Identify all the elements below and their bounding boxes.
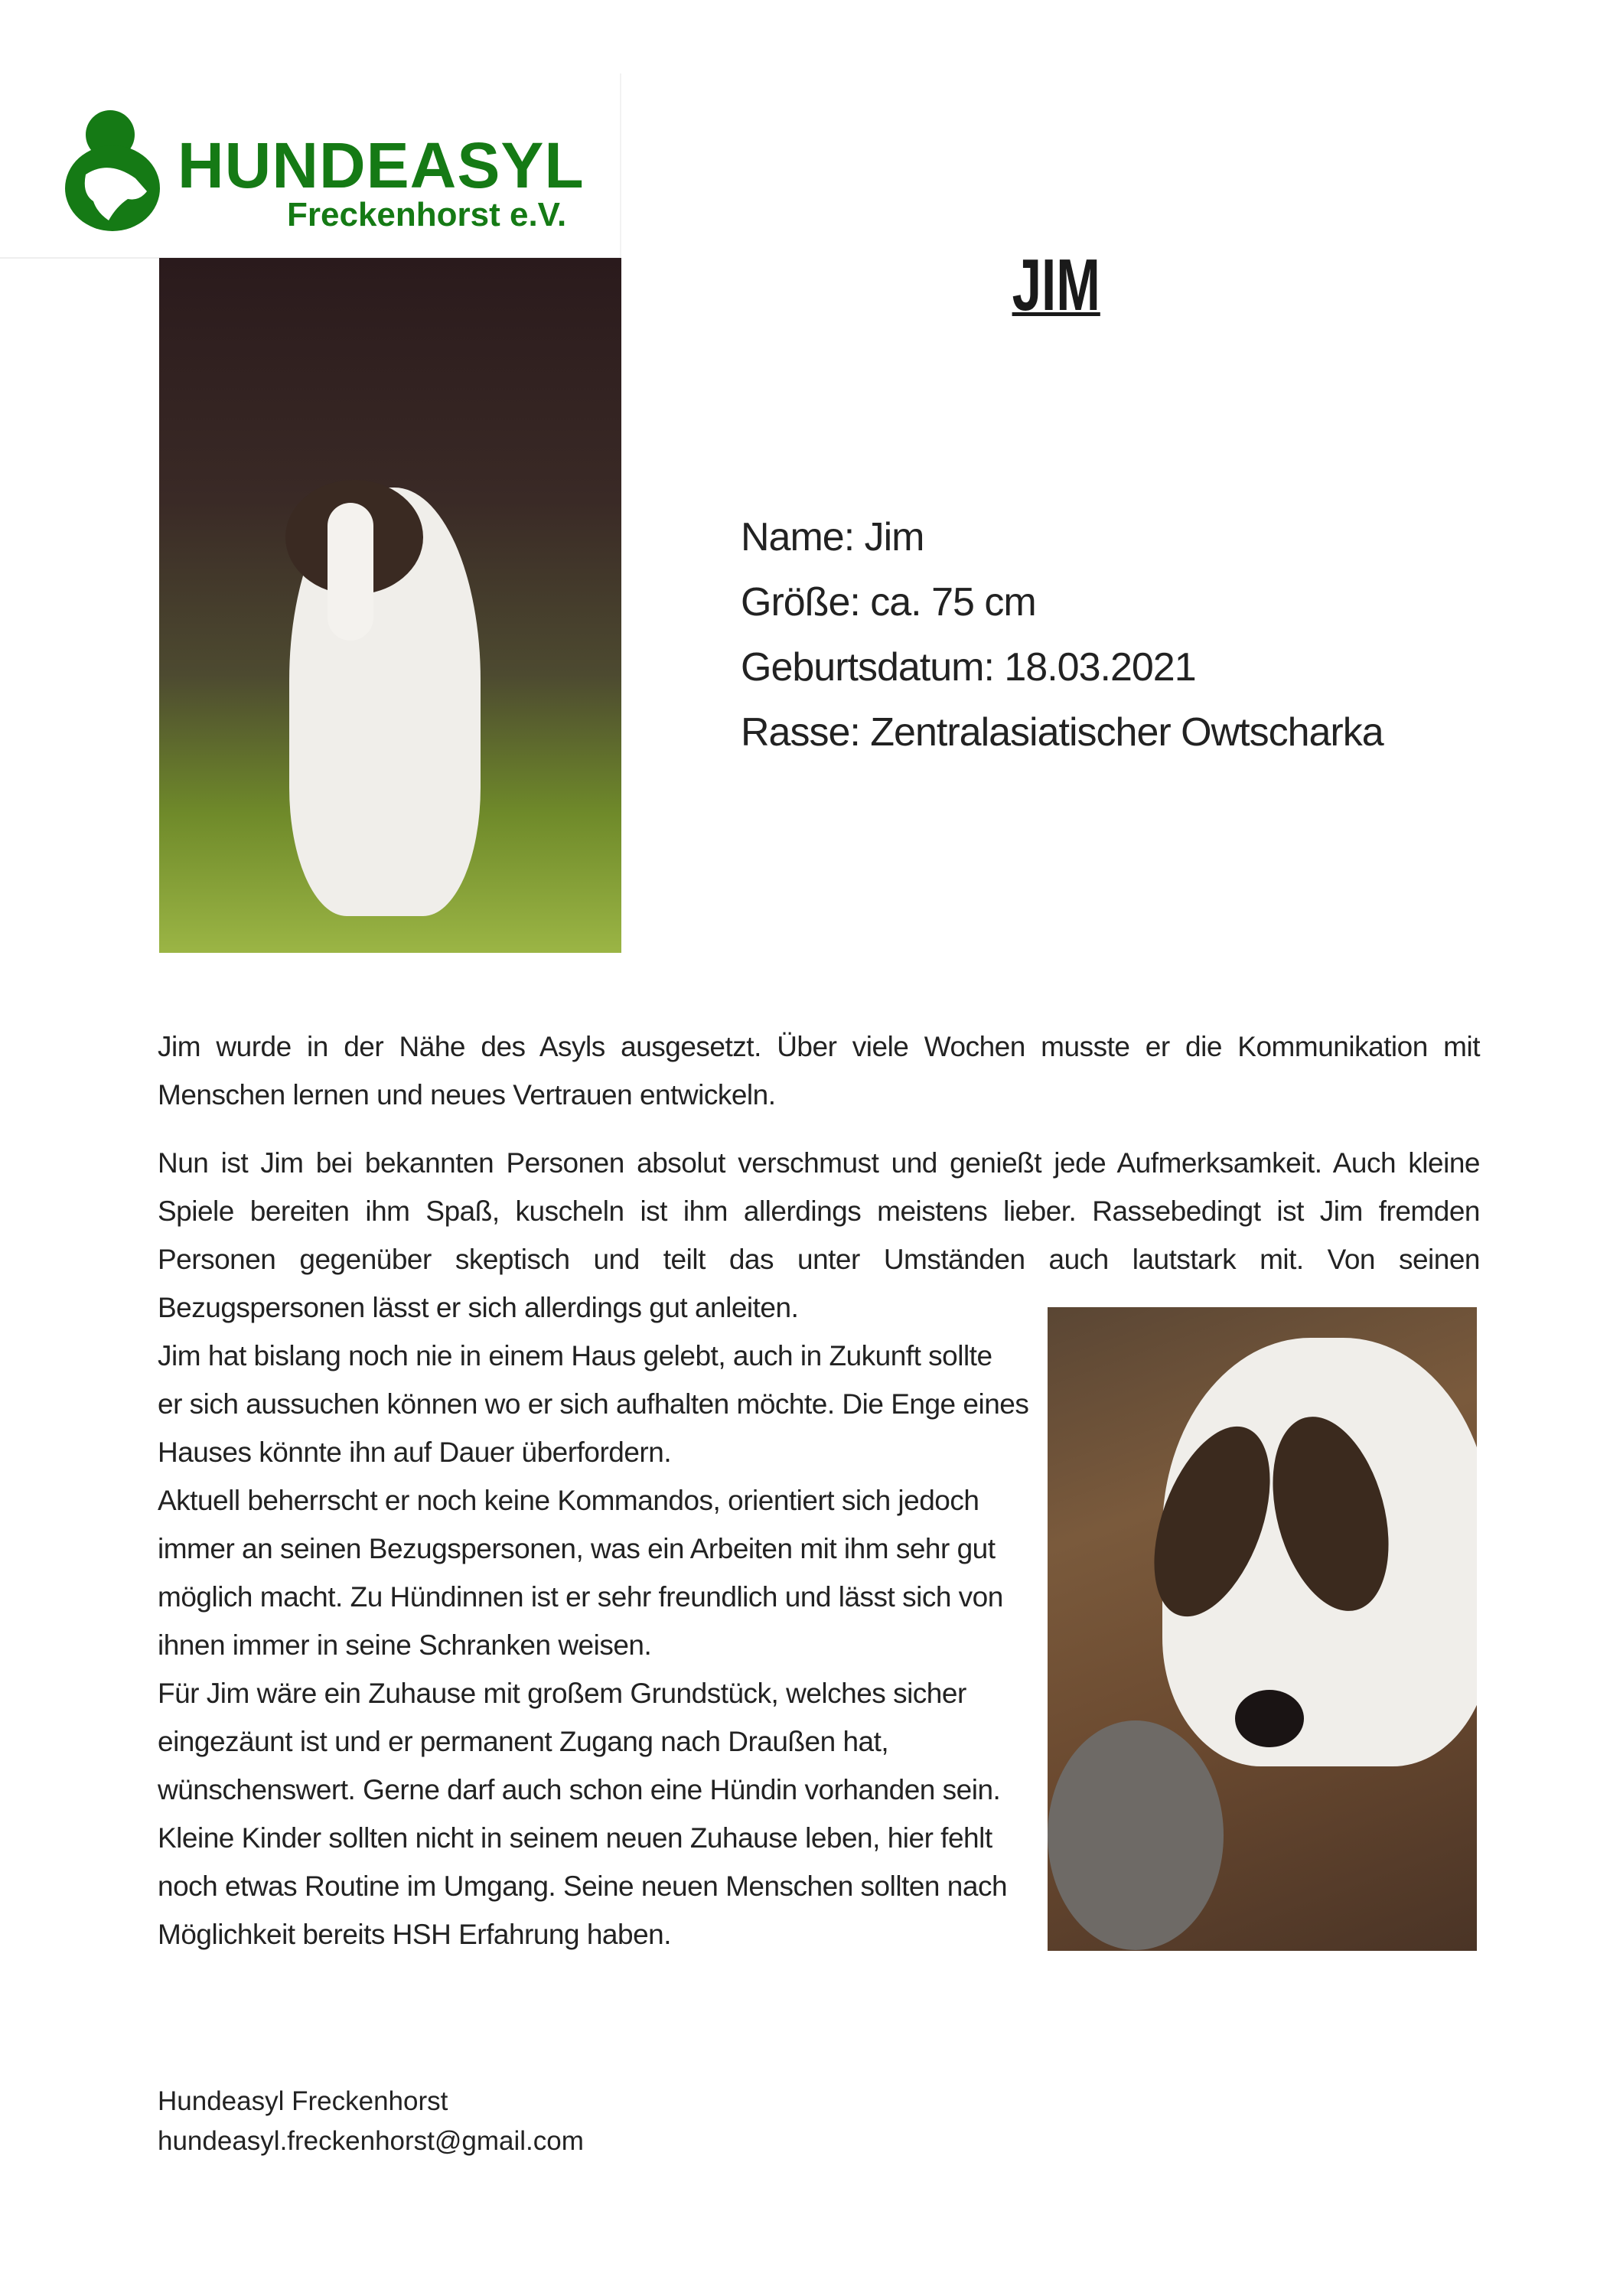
info-size: Größe: ca. 75 cm — [741, 580, 1036, 625]
text-line: Personen gegenüber skeptisch und teilt das unter Umständen auch lautstark mit. Von seinen — [158, 1244, 1480, 1275]
dog-info — [741, 505, 1383, 765]
footer-name: Hundeasyl Freckenhorst — [158, 2086, 448, 2116]
dog-photo-standing — [159, 258, 621, 953]
text-line: er sich aussuchen können wo er sich aufhalten möchte. Die Enge eines — [158, 1388, 1029, 1420]
text-line: Für Jim wäre ein Zuhause mit großem Grundstück, welches sicher — [158, 1678, 966, 1709]
footer — [158, 2082, 584, 2161]
text-line: Hauses könnte ihn auf Dauer überfordern. — [158, 1437, 672, 1468]
text-line: Aktuell beherrscht er noch keine Kommandos, orientiert sich jedoch — [158, 1485, 979, 1516]
text-line: Möglichkeit bereits HSH Erfahrung haben. — [158, 1919, 672, 1950]
info-name: Name: Jim — [741, 515, 924, 559]
logo-subtitle: Freckenhorst e.V. — [287, 196, 567, 233]
dog-photo-closeup — [1048, 1307, 1477, 1951]
text-line: wünschenswert. Gerne darf auch schon eine Hündin vorhanden sein. — [158, 1774, 1001, 1805]
text-line: Bezugspersonen lässt er sich allerdings gut anleiten. — [158, 1292, 799, 1323]
dog-head-logo-icon — [63, 106, 162, 232]
text-line: Jim wurde in der Nähe des Asyls ausgesetzt. Über viele Wochen musste er die Kommunikation mit — [158, 1031, 1480, 1062]
text-line: Menschen lernen und neues Vertrauen entwickeln. — [158, 1079, 776, 1110]
text-line: noch etwas Routine im Umgang. Seine neuen Menschen sollten nach — [158, 1870, 1008, 1902]
text-line: eingezäunt ist und er permanent Zugang nach Draußen hat, — [158, 1726, 889, 1757]
page-title: JIM — [1012, 244, 1100, 326]
footer-email[interactable]: hundeasyl.freckenhorst@gmail.com — [158, 2126, 584, 2156]
text-line: immer an seinen Bezugspersonen, was ein Arbeiten mit ihm sehr gut — [158, 1533, 996, 1564]
text-line: möglich macht. Zu Hündinnen ist er sehr freundlich und lässt sich von — [158, 1581, 1003, 1613]
info-birthdate: Geburtsdatum: 18.03.2021 — [741, 645, 1196, 690]
info-breed: Rasse: Zentralasiatischer Owtscharka — [741, 710, 1383, 755]
text-line: Jim hat bislang noch nie in einem Haus gelebt, auch in Zukunft sollte — [158, 1340, 992, 1371]
text-line: Spiele bereiten ihm Spaß, kuscheln ist ihm allerdings meistens lieber. Rassebedingt ist Jim fremden — [158, 1195, 1480, 1227]
text-line: Kleine Kinder sollten nicht in seinem neuen Zuhause leben, hier fehlt — [158, 1822, 992, 1854]
text-line: Nun ist Jim bei bekannten Personen absolut verschmust und genießt jede Aufmerksamkeit. Auch kleine — [158, 1147, 1480, 1179]
logo — [0, 73, 621, 259]
paragraph-1 — [158, 1022, 1480, 1119]
logo-title: HUNDEASYL — [178, 129, 585, 201]
text-line: ihnen immer in seine Schranken weisen. — [158, 1629, 652, 1661]
